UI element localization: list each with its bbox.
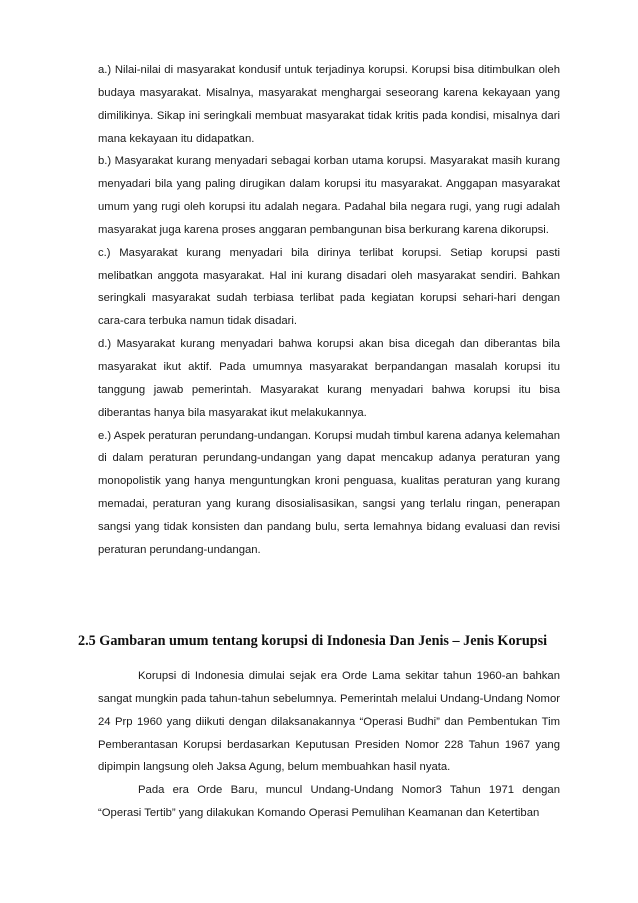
list-item-a: a.) Nilai-nilai di masyarakat kondusif untuk terjadinya korupsi. Korupsi bisa ditimbulkan oleh budaya masyarakat. Misalnya, masyarakat menghargai seseorang karena kekayaan yang dimilikinya. Sikap ini seringkali membuat masyarakat tidak kritis pada kondisi, misalnya dari mana kekayaan itu didapatkan. [98, 64, 560, 145]
body-paragraph: Pada era Orde Baru, muncul Undang-Undang Nomor3 Tahun 1971 dengan “Operasi Tertib” yang dilakukan Komando Operasi Pemulihan Keamanan dan Ketertiban [98, 784, 560, 820]
list-item-c: c.) Masyarakat kurang menyadari bila dirinya terlibat korupsi. Setiap korupsi pasti melibatkan anggota masyarakat. Hal ini kurang disadari oleh masyarakat sendiri. Bahkan seringkali masyarakat sudah terbiasa terlibat pada kegiatan korupsi sehari-hari dengan cara-cara terbuka namun tidak disadari. [98, 246, 560, 328]
section-body [98, 665, 560, 825]
list-item-d: d.) Masyarakat kurang menyadari bahwa korupsi akan bisa dicegah dan diberantas bila masyarakat ikut aktif. Pada umumnya masyarakat berpandangan masalah korupsi itu tanggung jawab pemerintah. Masyarakat kurang menyadari bahwa korupsi itu bisa diberantas hanya bila masyarakat ikut melakukannya. [98, 338, 560, 419]
list-item-e: e.) Aspek peraturan perundang-undangan. Korupsi mudah timbul karena adanya kelemahan di dalam peraturan perundang-undangan yang dapat mencakup adanya peraturan yang monopolistik yang hanya menguntungkan kroni penguasa, kualitas peraturan yang kurang memadai, peraturan yang kurang disosialisasikan, sangsi yang terlalu ringan, penerapan sangsi yang tidak konsisten dan pandang bulu, serta lemahnya bidang evaluasi dan revisi peraturan perundang-undangan. [98, 429, 560, 556]
body-paragraph: Korupsi di Indonesia dimulai sejak era Orde Lama sekitar tahun 1960-an bahkan sangat mungkin pada tahun-tahun sebelumnya. Pemerintah melalui Undang-Undang Nomor 24 Prp 1960 yang diikuti dengan dilaksanakannya “Operasi Budhi” dan Pembentukan Tim Pemberantasan Korupsi berdasarkan Keputusan Presiden Nomor 228 Tahun 1967 yang dipimpin langsung oleh Jaksa Agung, belum membuahkan hasil nyata. [98, 670, 560, 774]
section-heading: 2.5 Gambaran umum tentang korupsi di Indonesia Dan Jenis – Jenis Korupsi [78, 633, 548, 649]
list-item-b: b.) Masyarakat kurang menyadari sebagai korban utama korupsi. Masyarakat masih kurang menyadari bila yang paling dirugikan dalam korupsi itu masyarakat. Anggapan masyarakat umum yang rugi oleh korupsi itu adalah negara. Padahal bila negara rugi, yang rugi adalah masyarakat juga karena proses anggaran pembangunan bisa berkurang karena dikorupsi. [98, 155, 560, 236]
factor-list [98, 59, 560, 562]
